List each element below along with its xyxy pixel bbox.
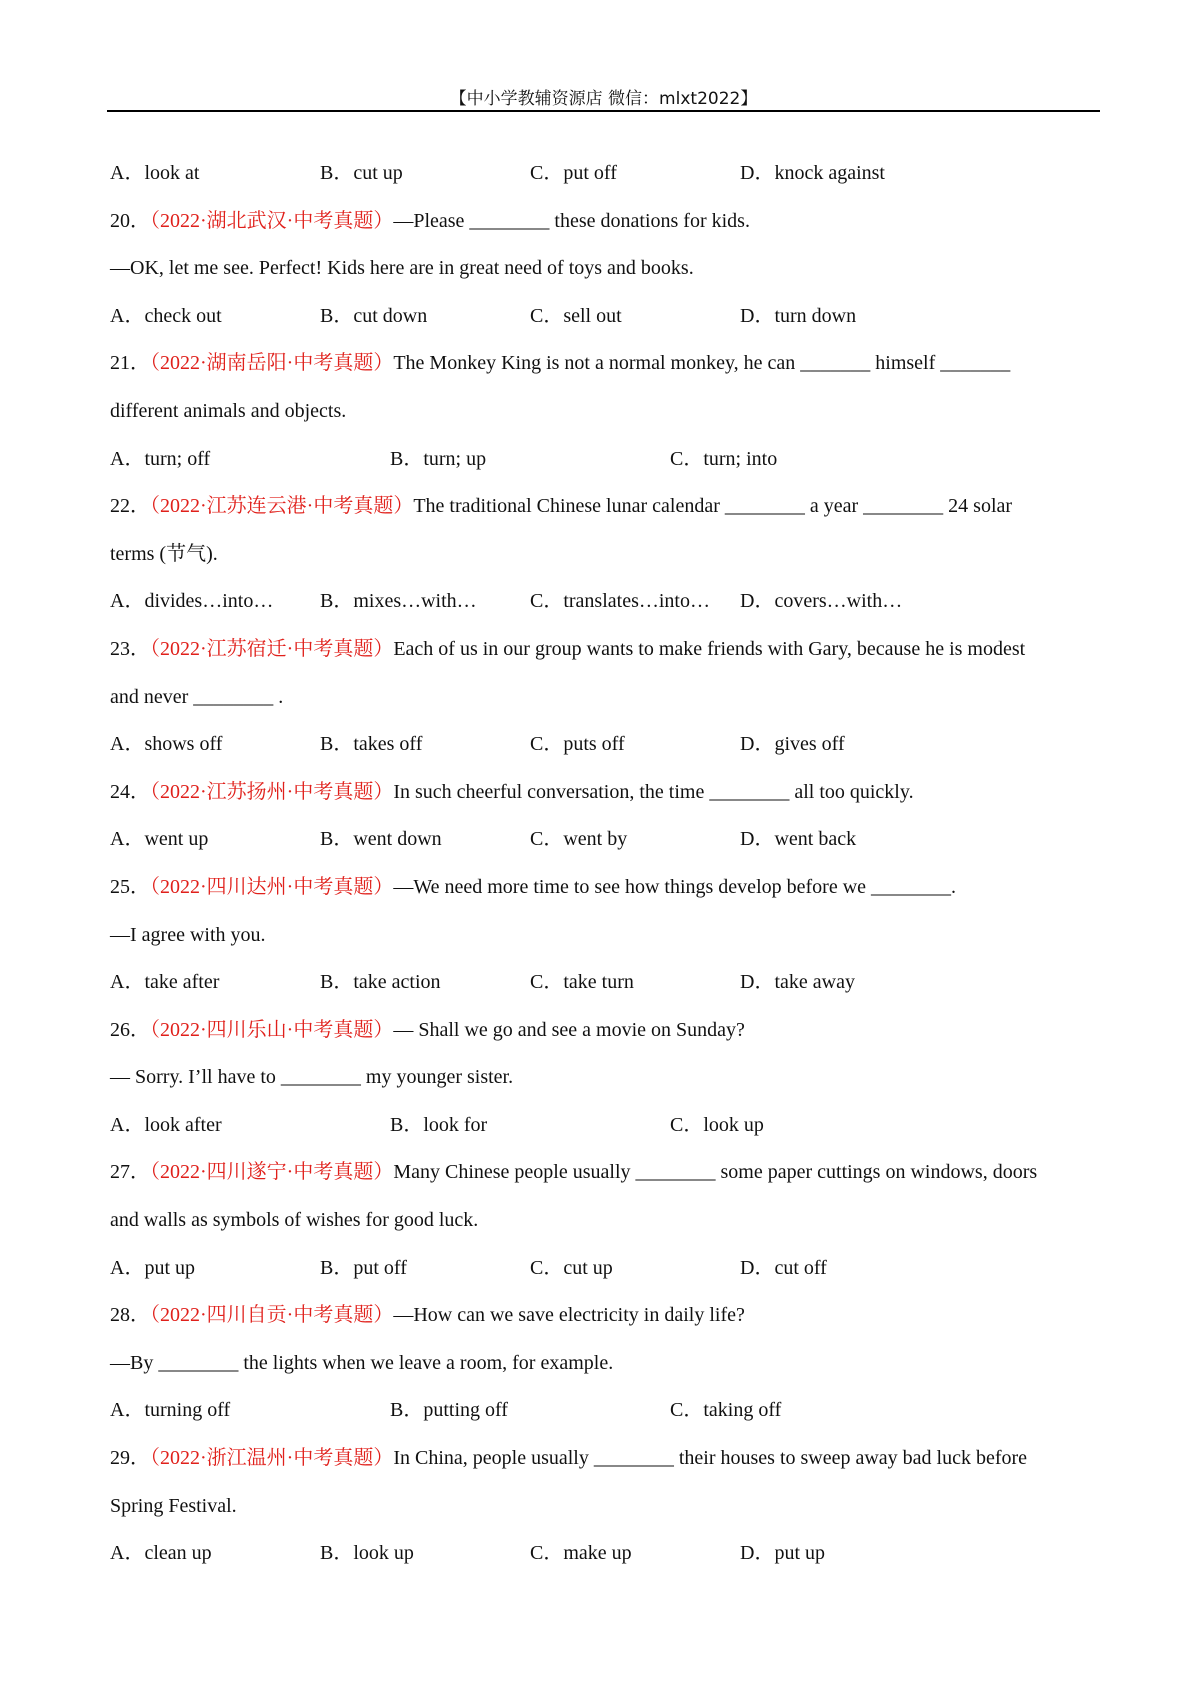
question-text: terms (节气). [110,542,218,565]
option-c: C．translates…into… [530,590,710,613]
question-source: （2022·江苏连云港·中考真题） [150,495,414,518]
question-text: —How can we save electricity in daily life? [393,1304,745,1327]
question-source: （2022·江苏扬州·中考真题） [150,780,394,803]
question-text: Spring Festival. [110,1494,237,1517]
question-text: In China, people usually ________ their houses to sweep away bad luck before [393,1447,1028,1470]
question-text-line [110,674,1100,722]
option-a: A．clean up [110,1542,212,1565]
option-a: A．look after [110,1113,222,1136]
option-a: A．went up [110,828,209,851]
question-number: 28． [110,1304,150,1327]
option-a: A．take after [110,971,220,994]
option-d: D．cut off [740,1256,827,1279]
question-stem [110,1007,1100,1055]
option-d: D．gives off [740,733,845,756]
options-row [110,1387,1100,1435]
header-divider [107,110,1100,112]
option-c: C．puts off [530,733,625,756]
question-stem [110,483,1100,531]
question-number: 25． [110,875,150,898]
option-c: C．taking off [670,1399,782,1422]
question-text: —I agree with you. [110,923,266,946]
question-stem [110,1435,1100,1483]
options-row [110,816,1100,864]
question-number: 26． [110,1018,150,1041]
question-text: —By ________ the lights when we leave a room, for example. [110,1351,614,1374]
question-number: 23． [110,637,150,660]
option-a: A．turning off [110,1399,231,1422]
page-header: 【中小学教辅资源店 微信：mlxt2022】 [449,89,758,109]
option-d: D．knock against [740,162,885,184]
question-text: and walls as symbols of wishes for good luck. [110,1209,479,1232]
question-source: （2022·四川遂宁·中考真题） [150,1161,394,1184]
option-c: C．went by [530,828,628,851]
option-d: D．turn down [740,304,857,327]
question-source: （2022·四川乐山·中考真题） [150,1018,394,1041]
question-text: In such cheerful conversation, the time ________ all too quickly. [393,780,914,803]
question-text: — Sorry. I’ll have to ________ my younger sister. [110,1066,514,1089]
option-c: C．make up [530,1542,632,1565]
question-text: — Shall we go and see a movie on Sunday? [393,1018,745,1041]
option-b: B．look for [390,1113,488,1136]
question-source: （2022·四川自贡·中考真题） [150,1304,394,1327]
question-number: 21． [110,352,150,375]
option-a: A．look at [110,162,200,184]
option-a: A．turn; off [110,447,211,470]
option-b: B．putting off [390,1399,508,1422]
option-d: D．take away [740,971,855,994]
question-text: Many Chinese people usually ________ some paper cuttings on windows, doors [393,1161,1038,1184]
question-stem [110,1292,1100,1340]
question-text: —We need more time to see how things develop before we ________. [393,875,957,898]
option-a: A．put up [110,1256,195,1279]
option-b: B．take action [320,971,441,994]
question-list [110,150,1100,1578]
question-stem [110,198,1100,246]
options-row [110,1102,1100,1150]
question-stem [110,340,1100,388]
option-c: C．look up [670,1113,764,1136]
question-text-line [110,1483,1100,1531]
options-row [110,293,1100,341]
option-d: D．put up [740,1542,825,1565]
option-a: A．divides…into… [110,590,274,613]
question-text: —OK, let me see. Perfect! Kids here are in great need of toys and books. [110,257,694,280]
option-b: B．look up [320,1542,414,1565]
question-stem [110,1149,1100,1197]
question-text-line [110,1054,1100,1102]
question-source: （2022·江苏宿迁·中考真题） [150,637,394,660]
question-stem [110,626,1100,674]
question-text: The traditional Chinese lunar calendar ________ a year ________ 24 solar [413,495,1013,518]
option-a: A．shows off [110,733,223,756]
options-row [110,1530,1100,1578]
question-text-line [110,1197,1100,1245]
question-text: The Monkey King is not a normal monkey, he can _______ himself _______ [393,352,1011,375]
question-text: Each of us in our group wants to make friends with Gary, because he is modest [393,637,1026,660]
question-text-line [110,531,1100,579]
option-b: B．cut up [320,162,403,184]
option-c: C．turn; into [670,447,778,470]
question-text-line [110,912,1100,960]
option-d: D．covers…with… [740,590,903,613]
question-text: different animals and objects. [110,399,347,422]
option-c: C．put off [530,162,617,184]
option-b: B．turn; up [390,447,487,470]
question-text: —Please ________ these donations for kids. [393,209,750,232]
option-a: A．check out [110,304,222,327]
option-c: C．take turn [530,971,634,994]
question-source: （2022·湖北武汉·中考真题） [150,209,394,232]
option-b: B．takes off [320,733,423,756]
option-b: B．went down [320,828,442,851]
question-number: 24． [110,780,150,803]
question-text-line [110,1340,1100,1388]
question-source: （2022·湖南岳阳·中考真题） [150,352,394,375]
option-b: B．cut down [320,304,428,327]
question-number: 20． [110,209,150,232]
question-text-line [110,388,1100,436]
options-row [110,1245,1100,1293]
option-b: B．put off [320,1256,407,1279]
options-row [110,578,1100,626]
question-stem [110,864,1100,912]
option-d: D．went back [740,828,857,851]
option-c: C．cut up [530,1256,613,1279]
question-source: （2022·四川达州·中考真题） [150,875,394,898]
option-c: C．sell out [530,304,622,327]
options-row [110,436,1100,484]
lead-options-row [110,150,1100,198]
question-number: 27． [110,1161,150,1184]
question-number: 22． [110,495,150,518]
options-row [110,721,1100,769]
options-row [110,959,1100,1007]
question-source: （2022·浙江温州·中考真题） [150,1447,394,1470]
question-text-line [110,245,1100,293]
option-b: B．mixes…with… [320,590,477,613]
question-number: 29． [110,1447,150,1470]
question-stem [110,769,1100,817]
question-text: and never ________ . [110,685,284,708]
